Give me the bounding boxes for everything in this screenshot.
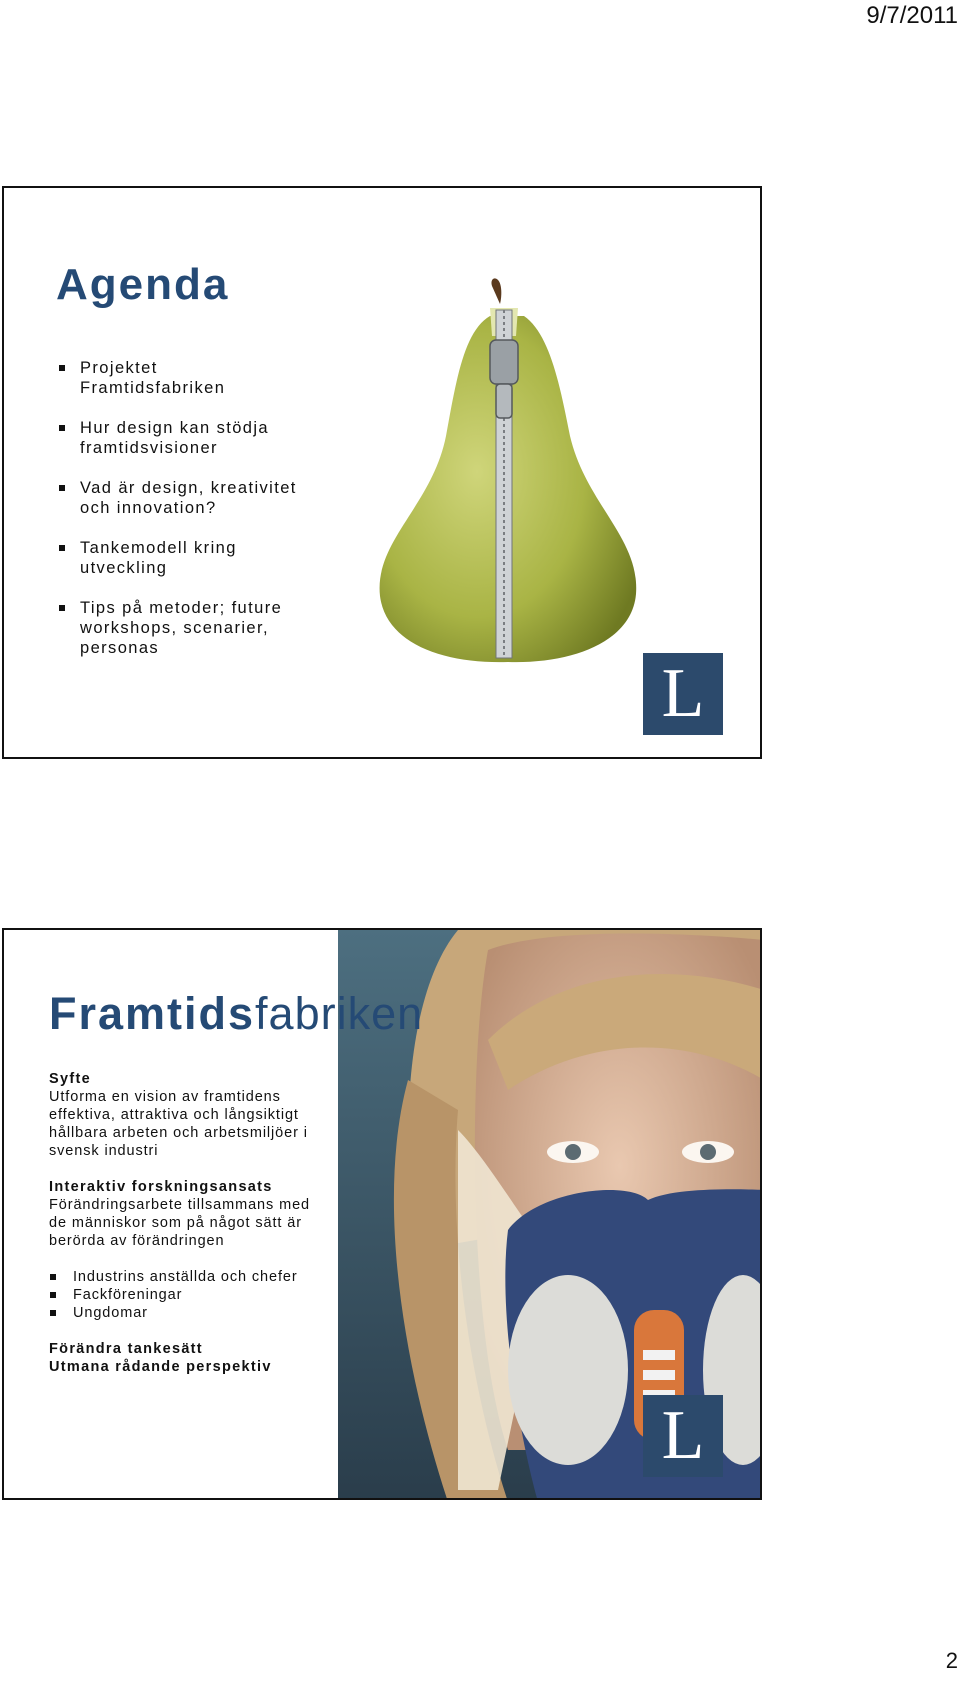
text-line: berörda av förändringen (49, 1233, 225, 1249)
page-number: 2 (945, 1648, 958, 1673)
date-header: 9/7/2011 (866, 2, 958, 29)
bullet-icon (50, 1292, 56, 1298)
bullet-icon (59, 605, 65, 611)
list-item: Tankemodell kring utveckling (56, 538, 356, 578)
list-item: Vad är design, kreativitet och innovation? (56, 478, 356, 518)
list-item: Ungdomar (49, 1304, 349, 1322)
text-line: svensk industri (49, 1143, 159, 1159)
syfte-heading: Syfte (49, 1071, 91, 1087)
text-line: effektiva, attraktiva och långsiktigt (49, 1107, 299, 1123)
university-logo: L (643, 653, 723, 735)
text-line: Förändringsarbete tillsammans med (49, 1197, 310, 1213)
slide-agenda (2, 186, 762, 759)
pear-zipper-image (372, 276, 644, 664)
list-item: Industrins anställda och chefer (49, 1268, 349, 1286)
closing-line: Utmana rådande perspektiv (49, 1359, 272, 1375)
bullet-icon (50, 1274, 56, 1280)
bullet-icon (50, 1310, 56, 1316)
university-logo: L (643, 1395, 723, 1477)
list-item: Fackföreningar (49, 1286, 349, 1304)
groups-list (49, 1268, 349, 1322)
text-line: hållbara arbeten och arbetsmiljöer i (49, 1125, 308, 1141)
list-item: Tips på metoder; future workshops, scenarier, personas (56, 598, 356, 658)
bullet-icon (59, 365, 65, 371)
agenda-list (56, 358, 356, 678)
ansats-heading: Interaktiv forskningsansats (49, 1179, 273, 1195)
text-line: de människor som på något sätt är (49, 1215, 302, 1231)
text-line: Utforma en vision av framtidens (49, 1089, 281, 1105)
slide-framtidsfabriken (2, 928, 762, 1500)
list-item: Hur design kan stödja framtidsvisioner (56, 418, 356, 458)
list-item: Projektet Framtidsfabriken (56, 358, 356, 398)
bullet-icon (59, 545, 65, 551)
closing-line: Förändra tankesätt (49, 1341, 203, 1357)
bullet-icon (59, 485, 65, 491)
bullet-icon (59, 425, 65, 431)
slide-title: Framtidsfabriken (49, 988, 424, 1039)
slide-body-text (49, 1070, 349, 1376)
slide-title: Agenda (56, 260, 230, 309)
